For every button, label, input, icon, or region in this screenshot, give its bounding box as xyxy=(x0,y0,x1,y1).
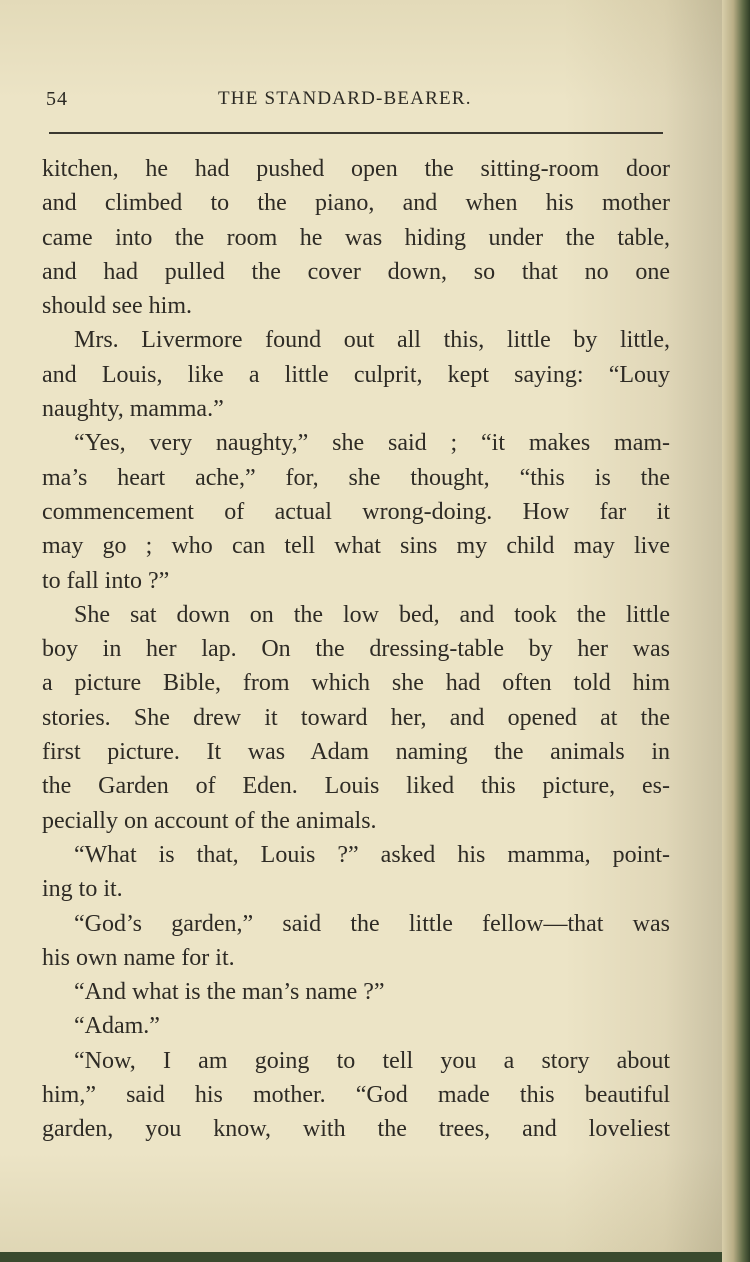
text-line: boy in her lap. On the dressing-table by her was xyxy=(42,636,670,663)
text-line: She sat down on the low bed, and took the little xyxy=(74,601,670,628)
text-line: his own name for it. xyxy=(42,944,235,971)
text-line: “Now, I am going to tell you a story about xyxy=(74,1047,670,1074)
text-line: kitchen, he had pushed open the sitting-room door xyxy=(42,156,670,182)
book-spine xyxy=(722,0,750,1262)
text-line: to fall into ?” xyxy=(42,567,170,594)
text-line: “Yes, very naughty,” she said ; “it makes mam- xyxy=(74,430,670,457)
text-line: “Adam.” xyxy=(74,1013,160,1040)
text-line: naughty, mamma.” xyxy=(42,396,224,423)
text-line: stories. She drew it toward her, and opened at the xyxy=(42,704,670,731)
page-header xyxy=(46,88,666,120)
text-line: “What is that, Louis ?” asked his mamma, point- xyxy=(74,841,670,868)
body-text xyxy=(42,152,670,1147)
text-line: commencement of actual wrong-doing. How far it xyxy=(42,498,670,525)
text-line: the Garden of Eden. Louis liked this picture, es- xyxy=(42,773,670,800)
running-title: THE STANDARD-BEARER. xyxy=(218,88,472,109)
text-line: “And what is the man’s name ?” xyxy=(74,979,385,1006)
text-line: ma’s heart ache,” for, she thought, “this is the xyxy=(42,464,670,491)
text-line: garden, you know, with the trees, and loveliest xyxy=(42,1116,670,1143)
text-line: may go ; who can tell what sins my child may live xyxy=(42,533,670,560)
text-line: first picture. It was Adam naming the animals in xyxy=(42,739,670,766)
text-line: pecially on account of the animals. xyxy=(42,807,377,834)
page-number: 54 xyxy=(46,88,68,110)
text-line: and climbed to the piano, and when his mother xyxy=(42,190,670,217)
text-line: should see him. xyxy=(42,293,192,320)
text-line: “God’s garden,” said the little fellow—that was xyxy=(74,910,670,937)
header-rule xyxy=(49,132,663,134)
text-line: Mrs. Livermore found out all this, little by little, xyxy=(74,327,670,354)
text-line: a picture Bible, from which she had often told him xyxy=(42,670,670,697)
text-line: and had pulled the cover down, so that no one xyxy=(42,258,670,285)
text-line: came into the room he was hiding under the table, xyxy=(42,224,670,251)
text-line: him,” said his mother. “God made this beautiful xyxy=(42,1082,670,1109)
text-line: ing to it. xyxy=(42,876,123,903)
text-line: and Louis, like a little culprit, kept saying: “Louy xyxy=(42,361,670,388)
